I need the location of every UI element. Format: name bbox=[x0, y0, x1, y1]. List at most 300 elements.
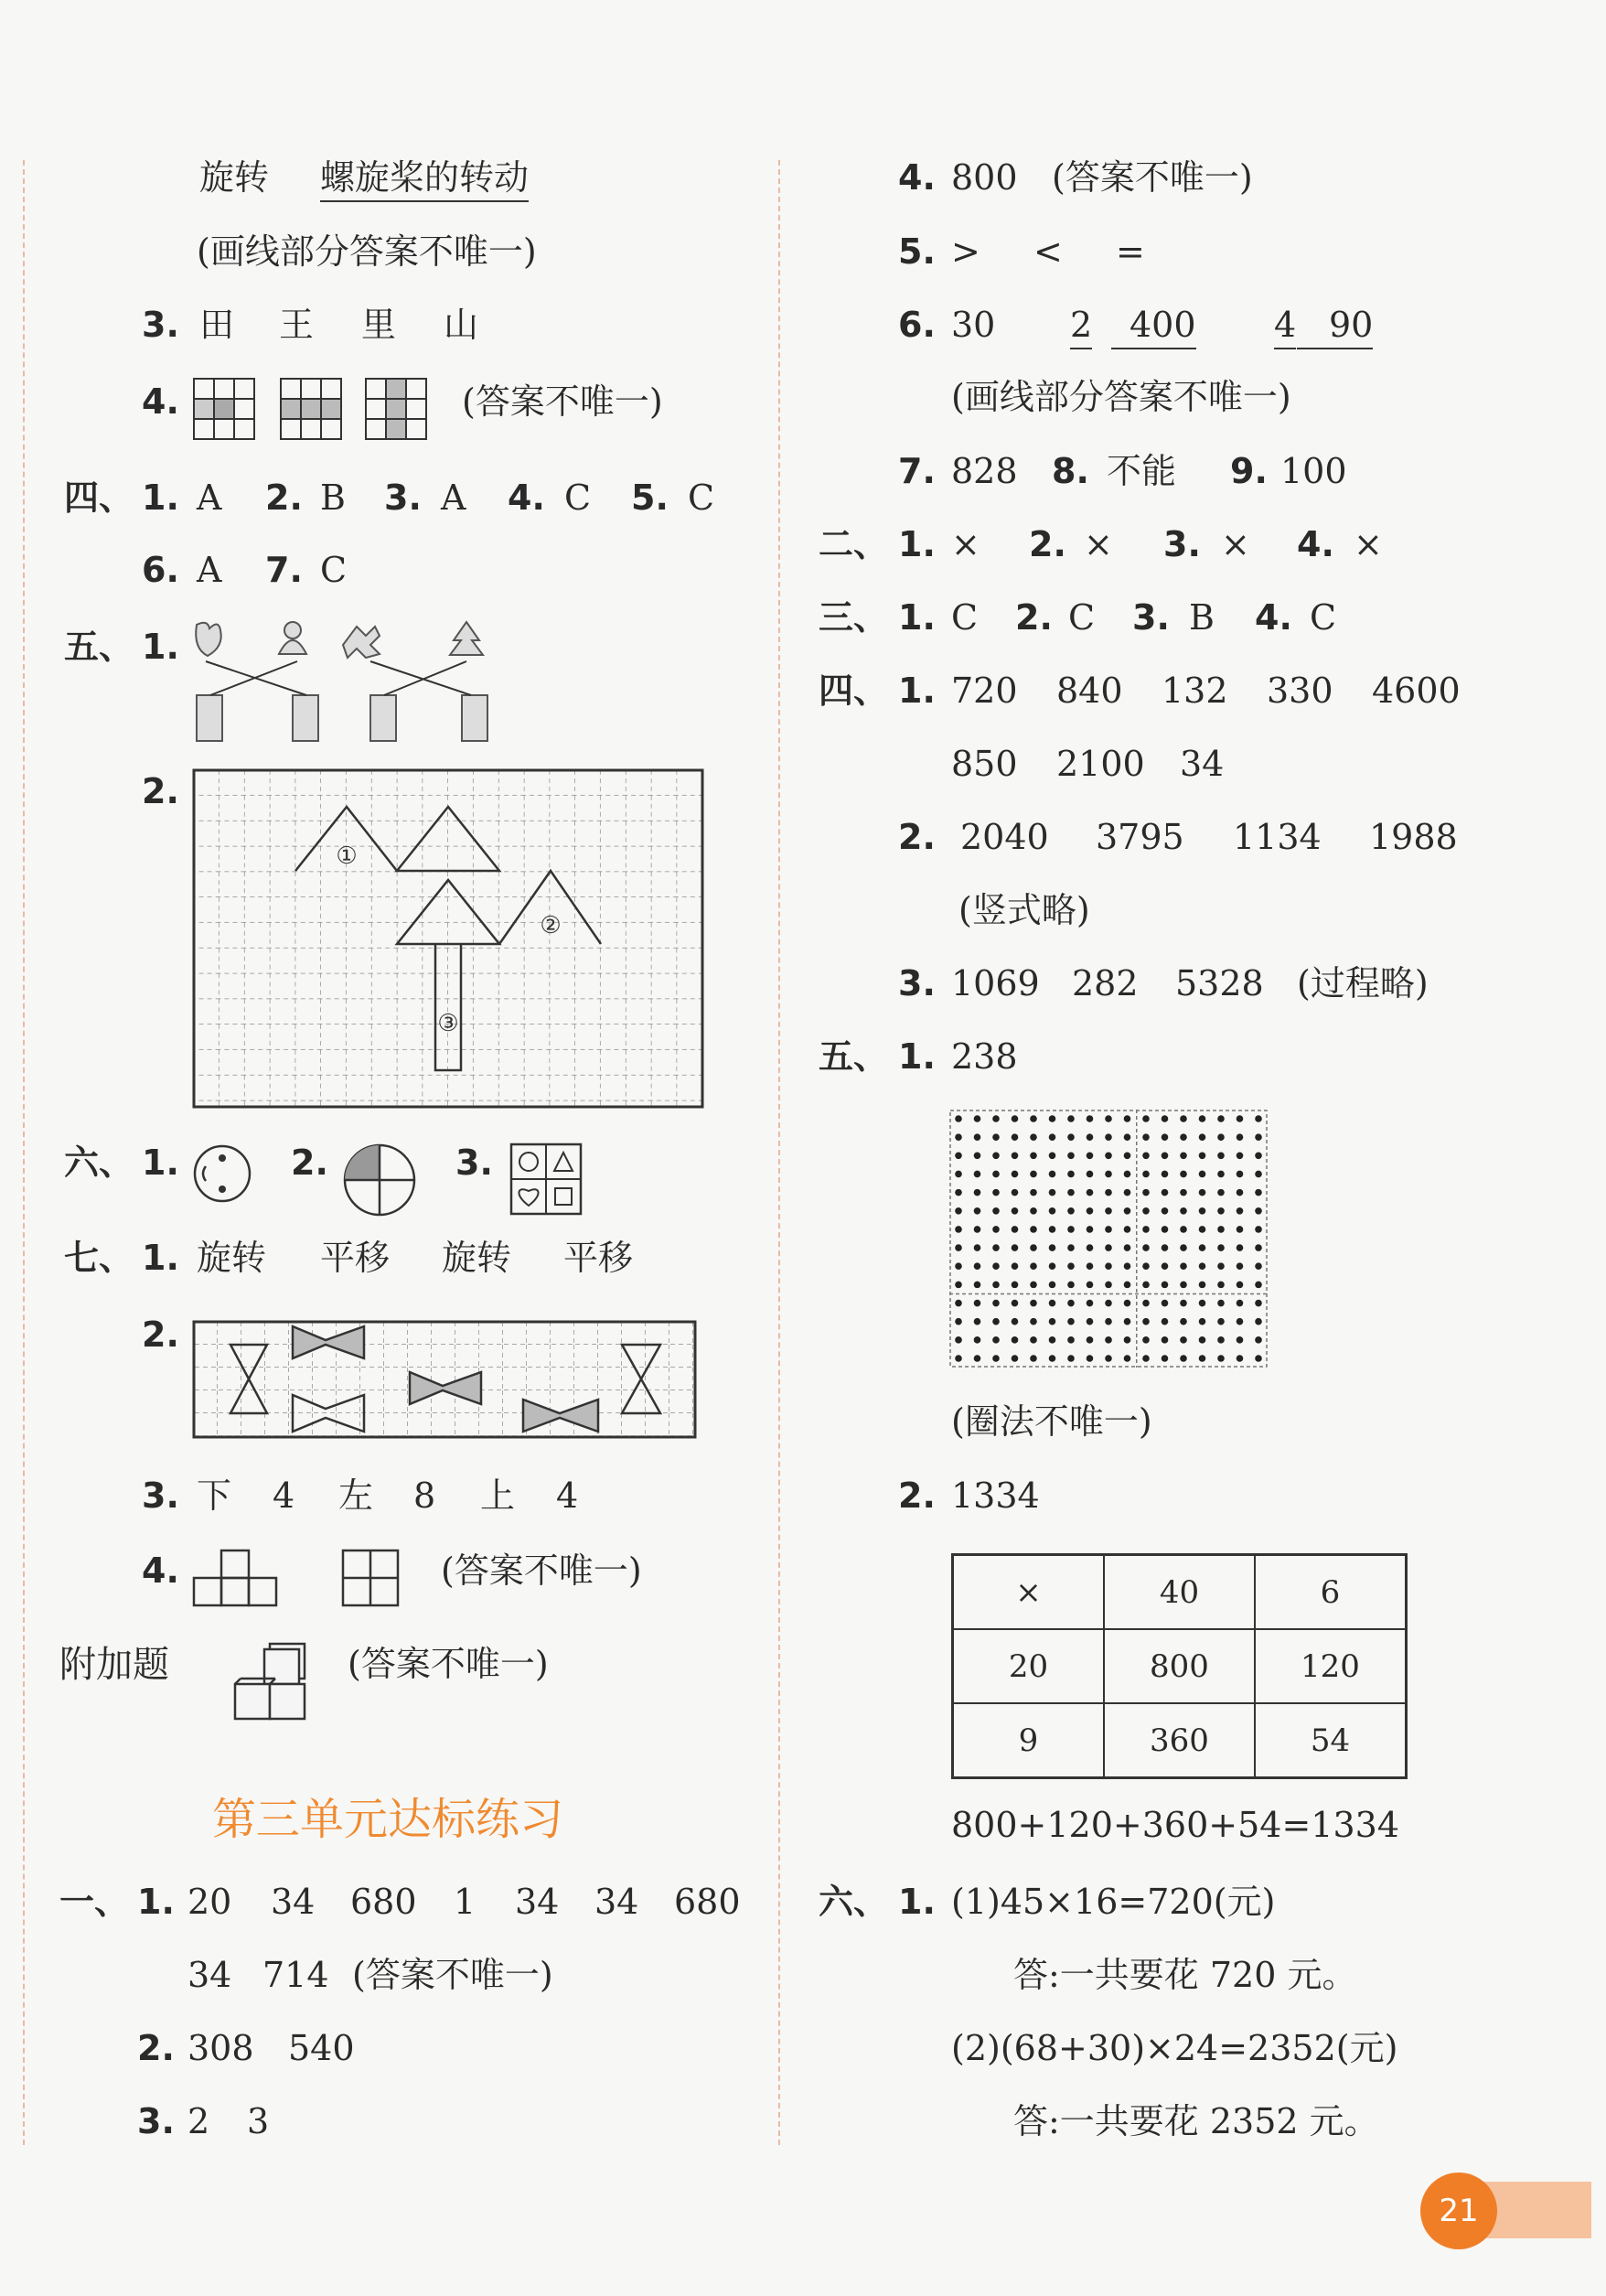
table-cell: × bbox=[953, 1555, 1105, 1630]
table-cell: 6 bbox=[1255, 1555, 1407, 1630]
dot bbox=[1049, 1355, 1056, 1362]
dot bbox=[1237, 1244, 1244, 1251]
note-answers-vary: (答案不唯一) bbox=[462, 381, 663, 422]
dot bbox=[974, 1336, 981, 1344]
q2-num: 2. bbox=[142, 771, 179, 811]
dot bbox=[1217, 1115, 1225, 1122]
q2-num: 2. bbox=[142, 1314, 179, 1355]
dot bbox=[955, 1262, 962, 1270]
dot bbox=[1180, 1207, 1187, 1215]
step-answer: 8 bbox=[413, 1475, 436, 1516]
dot bbox=[1142, 1262, 1150, 1270]
q-num: 1. bbox=[142, 477, 179, 518]
q1-num: 1. bbox=[142, 1238, 179, 1278]
q-num: 3. bbox=[1132, 597, 1170, 638]
dot bbox=[974, 1226, 981, 1233]
choice-answer: B bbox=[1189, 597, 1215, 638]
number-answer: 238 bbox=[951, 1036, 1018, 1077]
dot bbox=[1049, 1189, 1056, 1196]
number-answer: 34 bbox=[271, 1882, 316, 1922]
dot bbox=[1217, 1336, 1225, 1344]
note-omitted: (过程略) bbox=[1297, 963, 1429, 1003]
dot bbox=[1012, 1153, 1019, 1160]
cross-mark: × bbox=[951, 524, 980, 564]
dot bbox=[1162, 1226, 1169, 1233]
dot bbox=[1087, 1226, 1094, 1233]
dot bbox=[1030, 1133, 1037, 1141]
dot bbox=[1180, 1189, 1187, 1196]
q6-num: 6. bbox=[898, 305, 936, 345]
dot bbox=[1199, 1226, 1206, 1233]
dot bbox=[1105, 1282, 1112, 1289]
dot bbox=[992, 1262, 1000, 1270]
dot bbox=[1217, 1207, 1225, 1215]
choice-answer: A bbox=[197, 550, 222, 590]
number-answer: 3 bbox=[247, 2101, 270, 2141]
q1-num: 1. bbox=[898, 1036, 936, 1077]
dot bbox=[1049, 1262, 1056, 1270]
dot bbox=[1049, 1207, 1056, 1215]
dot bbox=[1030, 1153, 1037, 1160]
dot bbox=[1030, 1207, 1037, 1215]
dot bbox=[1142, 1171, 1150, 1178]
q1-num: 1. bbox=[898, 1882, 936, 1922]
section-four-label: 四、 bbox=[64, 477, 134, 518]
dot bbox=[955, 1244, 962, 1251]
dot-array-split-lines bbox=[949, 1110, 1268, 1368]
dot bbox=[1180, 1300, 1187, 1307]
column-divider-left bbox=[23, 160, 25, 2145]
dot bbox=[1237, 1115, 1244, 1122]
table-cell: 20 bbox=[953, 1629, 1105, 1703]
q-num: 3. bbox=[1163, 524, 1201, 564]
dot bbox=[1049, 1244, 1056, 1251]
dot bbox=[1237, 1133, 1244, 1141]
dot bbox=[1162, 1244, 1169, 1251]
dot bbox=[1199, 1300, 1206, 1307]
dot bbox=[974, 1115, 981, 1122]
number-answer: 30 bbox=[951, 305, 996, 345]
dot bbox=[992, 1189, 1000, 1196]
q-num: 1. bbox=[898, 524, 936, 564]
q3-num: 3. bbox=[455, 1143, 493, 1183]
number-answer: 34 bbox=[515, 1882, 560, 1922]
section-one-label: 一、 bbox=[59, 1882, 130, 1922]
choice-answer: C bbox=[1310, 597, 1337, 638]
number-answer: 840 bbox=[1056, 671, 1123, 711]
q1-num: 1. bbox=[142, 1143, 179, 1183]
marker-1: ① bbox=[336, 842, 358, 870]
dot bbox=[1217, 1226, 1225, 1233]
face-circle-figure bbox=[192, 1143, 256, 1207]
q3-num: 3. bbox=[137, 2101, 175, 2141]
dot bbox=[1087, 1282, 1094, 1289]
dot bbox=[1237, 1355, 1244, 1362]
page-number: 21 bbox=[1420, 2173, 1497, 2249]
note-answers-vary: (答案不唯一) bbox=[1052, 157, 1253, 198]
dot bbox=[1067, 1133, 1075, 1141]
dot bbox=[1255, 1300, 1262, 1307]
q-num: 9. bbox=[1230, 451, 1268, 491]
dot bbox=[955, 1282, 962, 1289]
table-cell: 800 bbox=[1104, 1629, 1255, 1703]
dot bbox=[1124, 1262, 1131, 1270]
dot bbox=[1087, 1355, 1094, 1362]
choice-answer: C bbox=[320, 550, 348, 590]
equation: (1)45×16=720(元) bbox=[951, 1882, 1276, 1922]
dot bbox=[1105, 1171, 1112, 1178]
number-answer: 308 bbox=[187, 2028, 254, 2068]
number-answer: 1134 bbox=[1233, 817, 1322, 857]
dot bbox=[1067, 1115, 1075, 1122]
rotation-word: 旋转 bbox=[199, 157, 270, 198]
dot bbox=[1199, 1171, 1206, 1178]
bonus-label: 附加题 bbox=[59, 1644, 169, 1686]
multiplication-table bbox=[951, 1553, 1408, 1779]
dot bbox=[1105, 1244, 1112, 1251]
dot bbox=[1217, 1262, 1225, 1270]
note-answers-vary: (画线部分答案不唯一) bbox=[197, 231, 537, 272]
dot bbox=[1255, 1226, 1262, 1233]
dot bbox=[1237, 1189, 1244, 1196]
direction-answer: 下 bbox=[197, 1475, 232, 1516]
dot bbox=[1180, 1244, 1187, 1251]
dot bbox=[955, 1115, 962, 1122]
dot bbox=[1105, 1226, 1112, 1233]
dot bbox=[1217, 1318, 1225, 1325]
q-num: 2. bbox=[1029, 524, 1066, 564]
table-cell: 360 bbox=[1104, 1703, 1255, 1778]
dot bbox=[1180, 1171, 1187, 1178]
answer-sentence: 答:一共要花 2352 元。 bbox=[1013, 2101, 1379, 2141]
q-num: 2. bbox=[1015, 597, 1053, 638]
dot bbox=[1162, 1318, 1169, 1325]
dot bbox=[1087, 1300, 1094, 1307]
number-answer: 1334 bbox=[951, 1475, 1040, 1516]
dot bbox=[1049, 1171, 1056, 1178]
dot bbox=[1162, 1336, 1169, 1344]
dot bbox=[955, 1226, 962, 1233]
dot bbox=[1105, 1300, 1112, 1307]
section-six-label: 六、 bbox=[64, 1143, 134, 1183]
q-num: 2. bbox=[265, 477, 303, 518]
dot bbox=[1180, 1153, 1187, 1160]
dot bbox=[1255, 1171, 1262, 1178]
dot bbox=[1142, 1133, 1150, 1141]
choice-answer: C bbox=[564, 477, 592, 518]
direction-answer: 上 bbox=[480, 1475, 516, 1516]
q2-num: 2. bbox=[291, 1143, 328, 1183]
dot bbox=[1180, 1282, 1187, 1289]
dot bbox=[1237, 1153, 1244, 1160]
underlined-answer: 4 bbox=[1274, 307, 1296, 349]
dot bbox=[1237, 1262, 1244, 1270]
dot bbox=[1199, 1336, 1206, 1344]
dot bbox=[1105, 1336, 1112, 1344]
cross-mark: × bbox=[1221, 524, 1250, 564]
note-answers-vary: (答案不唯一) bbox=[352, 1955, 553, 1995]
answer-sentence: 答:一共要花 720 元。 bbox=[1013, 1955, 1357, 1995]
table-row bbox=[953, 1555, 1407, 1630]
dot bbox=[992, 1244, 1000, 1251]
dot bbox=[1199, 1262, 1206, 1270]
dot bbox=[1162, 1262, 1169, 1270]
dot bbox=[1199, 1282, 1206, 1289]
table-row bbox=[953, 1629, 1407, 1703]
dot bbox=[1030, 1226, 1037, 1233]
dot bbox=[1105, 1115, 1112, 1122]
dot bbox=[1217, 1189, 1225, 1196]
number-answer: 3795 bbox=[1096, 817, 1184, 857]
dot bbox=[1124, 1244, 1131, 1251]
dot bbox=[1105, 1207, 1112, 1215]
dot bbox=[1012, 1133, 1019, 1141]
q1-num: 1. bbox=[898, 671, 936, 711]
dot bbox=[974, 1153, 981, 1160]
dot bbox=[974, 1244, 981, 1251]
dot bbox=[1087, 1133, 1094, 1141]
dot bbox=[1030, 1115, 1037, 1122]
word-answer: 不能 bbox=[1107, 451, 1177, 491]
dot bbox=[1142, 1336, 1150, 1344]
dot bbox=[1199, 1189, 1206, 1196]
note-answers-vary: (画线部分答案不唯一) bbox=[951, 377, 1291, 417]
dot bbox=[1124, 1282, 1131, 1289]
dot bbox=[1067, 1244, 1075, 1251]
q3-num: 3. bbox=[142, 305, 179, 345]
dot bbox=[1087, 1318, 1094, 1325]
dot bbox=[1087, 1244, 1094, 1251]
dot bbox=[1217, 1171, 1225, 1178]
table-cell: 40 bbox=[1104, 1555, 1255, 1630]
dot bbox=[1199, 1115, 1206, 1122]
number-answer: 34 bbox=[187, 1955, 232, 1995]
dot-array-frame bbox=[950, 1110, 1267, 1367]
dot bbox=[1030, 1355, 1037, 1362]
dot bbox=[1012, 1171, 1019, 1178]
q-num: 6. bbox=[142, 550, 179, 590]
dot bbox=[1105, 1189, 1112, 1196]
dot-array-figure bbox=[949, 1110, 1268, 1368]
dot bbox=[1049, 1115, 1056, 1122]
dot bbox=[1087, 1262, 1094, 1270]
dot bbox=[1255, 1282, 1262, 1289]
number-answer: 1 bbox=[454, 1882, 476, 1922]
dot bbox=[1142, 1226, 1150, 1233]
dot bbox=[974, 1282, 981, 1289]
dot bbox=[955, 1171, 962, 1178]
dot bbox=[1049, 1318, 1056, 1325]
dot bbox=[1049, 1226, 1056, 1233]
dot bbox=[1142, 1207, 1150, 1215]
dot bbox=[1180, 1115, 1187, 1122]
dot bbox=[1067, 1355, 1075, 1362]
choice-answer: C bbox=[1068, 597, 1096, 638]
dot bbox=[1199, 1355, 1206, 1362]
dot bbox=[1067, 1318, 1075, 1325]
sum-equation: 800+120+360+54=1334 bbox=[951, 1805, 1400, 1845]
number-answer: 714 bbox=[262, 1955, 329, 1995]
dot bbox=[1067, 1226, 1075, 1233]
dot bbox=[1255, 1207, 1262, 1215]
dot bbox=[1255, 1355, 1262, 1362]
dot bbox=[1237, 1226, 1244, 1233]
dot bbox=[1124, 1153, 1131, 1160]
section-three-label: 三、 bbox=[819, 597, 889, 638]
choice-answer: A bbox=[197, 477, 222, 518]
dot bbox=[992, 1153, 1000, 1160]
section-five-label: 五、 bbox=[819, 1036, 889, 1077]
dot bbox=[974, 1262, 981, 1270]
dot bbox=[1124, 1300, 1131, 1307]
dot bbox=[1030, 1336, 1037, 1344]
dot bbox=[1105, 1133, 1112, 1141]
q3-num: 3. bbox=[142, 1475, 179, 1516]
dot bbox=[1255, 1153, 1262, 1160]
number-answer: 282 bbox=[1072, 963, 1139, 1003]
dot bbox=[974, 1133, 981, 1141]
dot bbox=[1217, 1355, 1225, 1362]
dot bbox=[955, 1355, 962, 1362]
section-two-label: 二、 bbox=[819, 524, 889, 564]
note-omitted: (竖式略) bbox=[958, 890, 1090, 930]
dot bbox=[1049, 1336, 1056, 1344]
dot bbox=[1012, 1189, 1019, 1196]
dot bbox=[1105, 1153, 1112, 1160]
dot bbox=[992, 1171, 1000, 1178]
dot bbox=[1180, 1355, 1187, 1362]
dot bbox=[1142, 1115, 1150, 1122]
cross-mark: × bbox=[1084, 524, 1113, 564]
dot bbox=[1142, 1282, 1150, 1289]
dot bbox=[992, 1318, 1000, 1325]
dot bbox=[1124, 1355, 1131, 1362]
dot bbox=[1162, 1355, 1169, 1362]
dot bbox=[1180, 1318, 1187, 1325]
choice-answer: A bbox=[441, 477, 466, 518]
quartered-circle-figure bbox=[343, 1143, 418, 1218]
dot bbox=[1030, 1189, 1037, 1196]
number-answer: 850 bbox=[951, 744, 1018, 784]
dot bbox=[1105, 1318, 1112, 1325]
dot bbox=[1217, 1153, 1225, 1160]
dot bbox=[1124, 1336, 1131, 1344]
number-answer: 34 bbox=[1180, 744, 1225, 784]
dot bbox=[1180, 1226, 1187, 1233]
dot bbox=[1162, 1282, 1169, 1289]
dot bbox=[1124, 1207, 1131, 1215]
dot bbox=[1012, 1262, 1019, 1270]
dot bbox=[1049, 1300, 1056, 1307]
dot bbox=[1162, 1171, 1169, 1178]
dot bbox=[992, 1115, 1000, 1122]
dot bbox=[1012, 1318, 1019, 1325]
dot bbox=[1124, 1171, 1131, 1178]
dot bbox=[1162, 1115, 1169, 1122]
dot bbox=[1067, 1171, 1075, 1178]
dot bbox=[1067, 1153, 1075, 1160]
dot bbox=[1012, 1355, 1019, 1362]
dot bbox=[1142, 1189, 1150, 1196]
dot bbox=[1124, 1189, 1131, 1196]
q4-num: 4. bbox=[898, 157, 936, 198]
dot bbox=[955, 1153, 962, 1160]
dot bbox=[1030, 1262, 1037, 1270]
dot bbox=[1142, 1300, 1150, 1307]
dot bbox=[1067, 1189, 1075, 1196]
dot bbox=[1237, 1318, 1244, 1325]
number-answer: 828 bbox=[951, 451, 1018, 491]
dot bbox=[1012, 1282, 1019, 1289]
dot bbox=[1087, 1207, 1094, 1215]
shaded-grids-figure bbox=[194, 377, 432, 441]
dot bbox=[1162, 1189, 1169, 1196]
dot bbox=[955, 1133, 962, 1141]
number-answer: 132 bbox=[1162, 671, 1228, 711]
dot bbox=[1124, 1318, 1131, 1325]
dot bbox=[1012, 1300, 1019, 1307]
dot bbox=[1067, 1336, 1075, 1344]
dot bbox=[1124, 1226, 1131, 1233]
dot bbox=[974, 1189, 981, 1196]
number-answer: 4600 bbox=[1372, 671, 1461, 711]
compare-symbol: = bbox=[1116, 231, 1145, 272]
dot bbox=[1067, 1300, 1075, 1307]
dot bbox=[1142, 1153, 1150, 1160]
dot bbox=[1237, 1282, 1244, 1289]
dot bbox=[1012, 1207, 1019, 1215]
q1-num: 1. bbox=[137, 1882, 175, 1922]
choice-answer: C bbox=[688, 477, 715, 518]
dot bbox=[1237, 1336, 1244, 1344]
dot bbox=[992, 1355, 1000, 1362]
answer-char: 里 bbox=[361, 305, 397, 345]
dot bbox=[1199, 1207, 1206, 1215]
number-answer: 330 bbox=[1267, 671, 1333, 711]
dot bbox=[1142, 1244, 1150, 1251]
underlined-answer: 400 bbox=[1111, 307, 1196, 349]
dot bbox=[1067, 1282, 1075, 1289]
compare-symbol: > bbox=[951, 231, 980, 272]
dot bbox=[955, 1189, 962, 1196]
equation: (2)(68+30)×24=2352(元) bbox=[951, 2028, 1398, 2068]
dot bbox=[974, 1207, 981, 1215]
dot bbox=[1255, 1244, 1262, 1251]
table-cell: 9 bbox=[953, 1703, 1105, 1778]
q-num: 1. bbox=[898, 597, 936, 638]
number-answer: 1069 bbox=[951, 963, 1040, 1003]
q2-num: 2. bbox=[137, 2028, 175, 2068]
q-num: 7. bbox=[898, 451, 936, 491]
dot bbox=[992, 1226, 1000, 1233]
dot bbox=[1030, 1244, 1037, 1251]
q-num: 3. bbox=[384, 477, 422, 518]
table-row bbox=[953, 1703, 1407, 1778]
propeller-answer: 螺旋桨的转动 bbox=[320, 160, 529, 202]
answer-char: 山 bbox=[444, 305, 479, 345]
underlined-answer: 2 bbox=[1070, 307, 1092, 349]
dot bbox=[1162, 1300, 1169, 1307]
dot bbox=[1012, 1244, 1019, 1251]
motion-answer: 平移 bbox=[320, 1238, 391, 1278]
unit-title: 第三单元达标练习 bbox=[212, 1794, 564, 1845]
number-answer: 20 bbox=[187, 1882, 232, 1922]
q5-num: 5. bbox=[898, 231, 936, 272]
dot bbox=[1030, 1282, 1037, 1289]
section-five-label: 五、 bbox=[64, 627, 134, 667]
number-answer: 2 bbox=[187, 2101, 210, 2141]
step-answer: 4 bbox=[556, 1475, 579, 1516]
